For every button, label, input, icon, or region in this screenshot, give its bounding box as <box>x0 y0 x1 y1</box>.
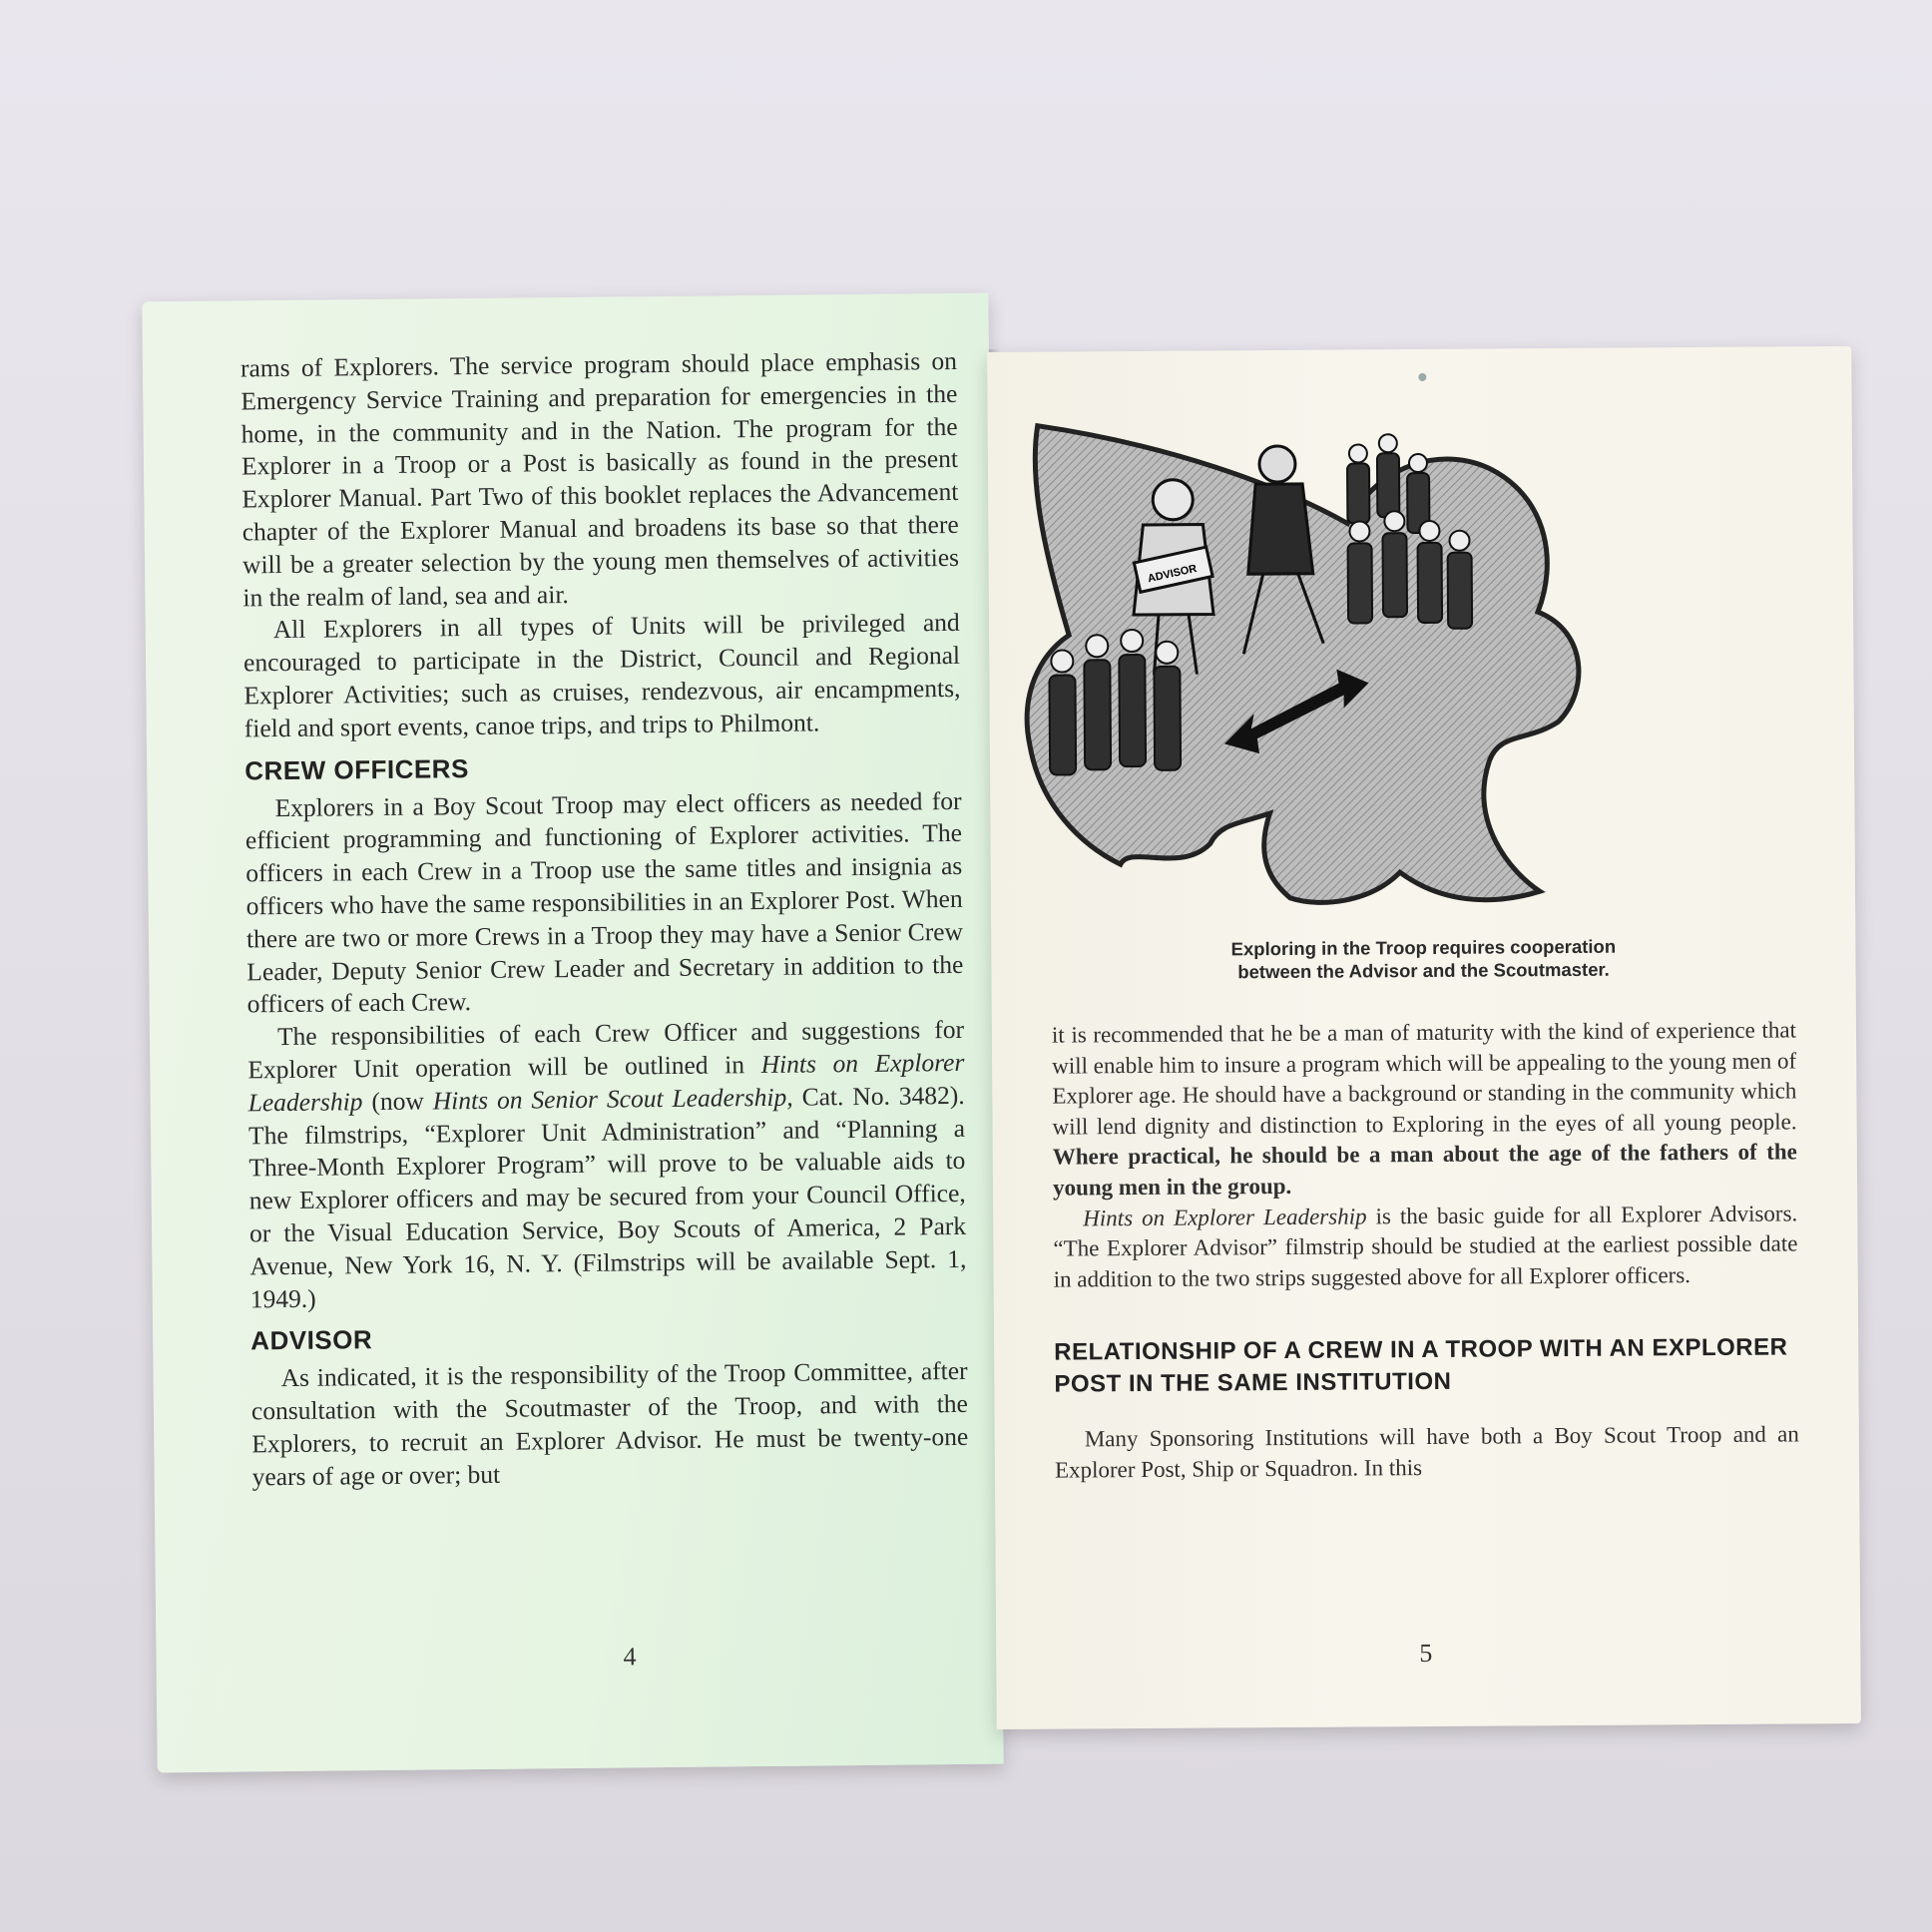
right-paragraph-2 <box>1053 1199 1798 1295</box>
hints-title-right: Hints on Explorer Leadership <box>1083 1203 1367 1230</box>
right-para2-text: is the basic guide for all Explorer Advisors. “The Explorer Advisor” filmstrip should be studied at the earliest possible date in addition to the two strips suggested above for all Explorer officers. <box>1053 1200 1798 1292</box>
left-page <box>142 293 1003 1773</box>
advisor-heading: ADVISOR <box>250 1324 373 1356</box>
advisor-scoutmaster-illustration <box>1018 402 1601 925</box>
right-para1-text: it is recommended that he be a man of maturity with the kind of experience that will enable him to insure a program which will be appealing to the young men of Explorer age. He should have a background or standing in the community which will lend dignity and distinction to Exploring in the eyes of all young people. <box>1051 1017 1797 1140</box>
caption-line-2: between the Advisor and the Scoutmaster. <box>1237 958 1610 983</box>
advisor-sign-text: ADVISOR <box>1146 562 1199 586</box>
right-para1-bold: Where practical, he should be a man about the age of the fathers of the young men in the group. <box>1052 1139 1797 1201</box>
right-page <box>987 346 1861 1729</box>
caption-line-1: Exploring in the Troop requires cooperation <box>1230 935 1617 960</box>
staple-dot <box>1418 373 1426 381</box>
page-number-right: 5 <box>1419 1638 1433 1669</box>
left-paragraph-3: Explorers in a Boy Scout Troop may elect officers as needed for efficient programming and functioning of Explorer activities. The officers in each Crew in a Troop use the same titles and insignia as officers who have the same responsibilities in an Explorer Post. When there are two or more Crews in a Troop they may have a Senior Crew Leader, Deputy Senior Crew Leader and Secretary in addition to the officers of each Crew. <box>244 785 964 1019</box>
left-paragraph-2: All Explorers in all types of Units will be privileged and encouraged to participate in the District, Council and Regional Explorer Activities; such as cruises, rendezvous, air encampments, field and sport events, canoe trips, and trips to Philmont. <box>242 608 961 743</box>
left-paragraph-5: As indicated, it is the responsibility of the Troop Committee, after consultation with the Scoutmaster of the Troop, and with the Explorers, to recruit an Explorer Advisor. He must be twenty-one years of age or over; but <box>250 1356 969 1492</box>
relationship-heading: RELATIONSHIP OF A CREW IN A TROOP WITH AN EXPLORER POST IN THE SAME INSTITUTION <box>1054 1333 1788 1398</box>
illustration-caption <box>1051 933 1795 984</box>
crew-officers-heading: CREW OFFICERS <box>244 752 469 785</box>
para4-text-c: Cat. No. 3482). The filmstrips, “Explorer Unit Administration” and “Planning a Three-Month Explorer Program” will prove to be valuable aids to new Explorer officers and may be secured from your Council Office, or the Visual Education Service, Boy Scouts of America, 2 Park Avenue, New York 16, N. Y. (Filmstrips will be available Sept. 1, 1949.) <box>247 1080 967 1313</box>
left-paragraph-4 <box>247 1014 967 1316</box>
left-paragraph-1: rams of Explorers. The service program should place emphasis on Emergency Service Training and preparation for emergencies in the home, in the community and in the Nation. The program for the Explorer in a Troop or a Post is basically as found in the present Explorer Manual. Part Two of this booklet replaces the Advancement chapter of the Explorer Manual and broadens its base so that there will be a greater selection by the young men themselves of activities in the realm of land, sea and air. <box>240 345 960 613</box>
right-paragraph-3: Many Sponsoring Institutions will have both a Boy Scout Troop and an Explorer Post, Ship or Squadron. In this <box>1054 1421 1799 1483</box>
para4-text-a: The responsibilities of each Crew Officer and suggestions for Explorer Unit operation will be outlined in <box>247 1015 965 1085</box>
right-paragraph-1 <box>1052 1015 1797 1204</box>
hints-explorer-leadership-title: Hints on Explorer Leadership <box>247 1047 965 1118</box>
page-number-left: 4 <box>623 1642 637 1672</box>
hints-senior-scout-title: Hints on Senior Scout Leadership, <box>432 1082 793 1116</box>
para4-text-b: (now <box>371 1086 424 1116</box>
